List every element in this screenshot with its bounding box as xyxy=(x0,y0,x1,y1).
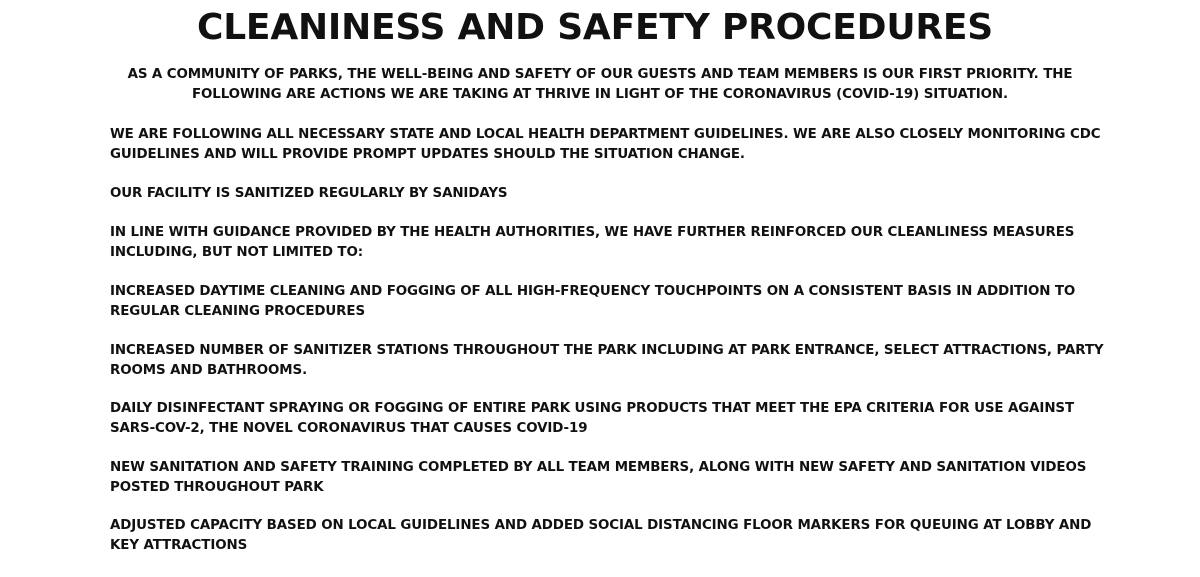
paragraph-sanitized: OUR FACILITY IS SANITIZED REGULARLY BY SANIDAYS xyxy=(110,186,508,201)
paragraph-sanitizer-stations: INCREASED NUMBER OF SANITIZER STATIONS THROUGHOUT THE PARK INCLUDING AT PARK ENTRANCE, SELECT ATTRACTIONS, PARTY ROOMS AND BATHROOMS. xyxy=(110,343,1104,378)
paragraph-capacity: ADJUSTED CAPACITY BASED ON LOCAL GUIDELINES AND ADDED SOCIAL DISTANCING FLOOR MARKERS FOR QUEUING AT LOBBY AND KEY ATTRACTIONS xyxy=(110,518,1092,553)
paragraph-disinfectant-spraying: DAILY DISINFECTANT SPRAYING OR FOGGING OF ENTIRE PARK USING PRODUCTS THAT MEET THE EPA CRITERIA FOR USE AGAINST SARS-COV-2, THE NOVEL CORONAVIRUS THAT CAUSES COVID-19 xyxy=(110,401,1074,436)
paragraph-measures-intro: IN LINE WITH GUIDANCE PROVIDED BY THE HEALTH AUTHORITIES, WE HAVE FURTHER REINFORCED OUR CLEANLINESS MEASURES INCLUDING, BUT NOT LIMITED TO: xyxy=(110,225,1075,260)
paragraph-daytime-cleaning: INCREASED DAYTIME CLEANING AND FOGGING OF ALL HIGH-FREQUENCY TOUCHPOINTS ON A CONSISTENT BASIS IN ADDITION TO REGULAR CLEANING PROCEDURES xyxy=(110,284,1076,319)
intro-paragraph: AS A COMMUNITY OF PARKS, THE WELL-BEING AND SAFETY OF OUR GUESTS AND TEAM MEMBERS IS OUR FIRST PRIORITY. THE FOLLOWING ARE ACTIONS WE ARE TAKING AT THRIVE IN LIGHT OF THE CORONAVIRUS (COVID-19) SITUATION. xyxy=(127,67,1073,102)
page-title: CLEANINESS AND SAFETY PROCEDURES xyxy=(196,7,994,48)
paragraph-guidelines: WE ARE FOLLOWING ALL NECESSARY STATE AND LOCAL HEALTH DEPARTMENT GUIDELINES. WE ARE ALSO CLOSELY MONITORING CDC GUIDELINES AND WILL PROVIDE PROMPT UPDATES SHOULD THE SITUATION CHANGE. xyxy=(110,127,1101,162)
paragraph-training: NEW SANITATION AND SAFETY TRAINING COMPLETED BY ALL TEAM MEMBERS, ALONG WITH NEW SAFETY AND SANITATION VIDEOS POSTED THROUGHOUT PARK xyxy=(110,460,1087,495)
